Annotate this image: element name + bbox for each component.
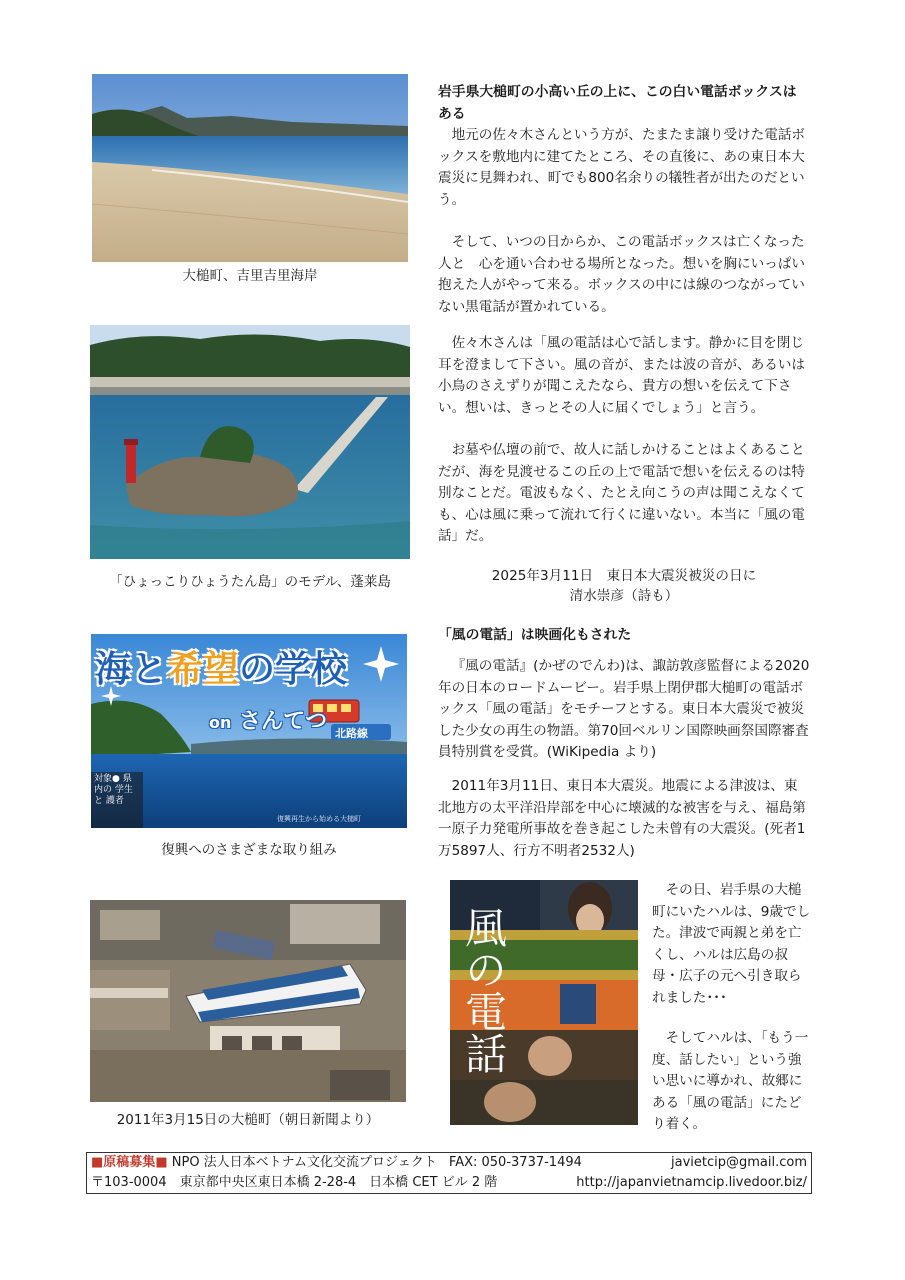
banner-title-b: 希望 — [167, 649, 240, 690]
article2-side-paragraph-2: そしてハルは、「もう一度、話したい」という強い思いに導かれ、故郷にある「風の電話」にたどり着く。 — [652, 1030, 809, 1132]
tsunami-photo — [90, 900, 406, 1102]
poster-title: 風の電話 — [459, 906, 508, 1074]
article2-paragraph-2: 2011年3月11日、東日本大震災。地震による津波は、東北地方の太平洋沿岸部を中心に壊滅的な被害を与え、福島第一原子力発電所事故を巻き起こした未曾有の大震災。(死者1万5897人、行方不明者2532人) — [438, 778, 806, 859]
beach-caption: 大槌町、吉里吉里海岸 — [182, 268, 318, 284]
banner-sub-on: on — [209, 713, 232, 732]
beach-photo — [92, 74, 408, 262]
footer-fax: FAX: 050-3737-1494 — [448, 1155, 582, 1170]
article2-heading: 「風の電話」は映画化もされた — [438, 627, 632, 643]
banner-title — [95, 650, 347, 690]
footer-email[interactable]: javietcip@gmail.com — [671, 1155, 807, 1170]
banner-line-name: 北路線 — [335, 727, 368, 740]
article2-side-paragraph-1: その日、岩手県の大槌町にいたハルは、9歳でした。津波で両親と弟を亡くし、ハルは広島の叔母・広子の元へ引き取られました･･･ — [652, 882, 811, 1006]
article1-paragraph-1: 地元の佐々木さんという方が、たまたま譲り受けた電話ボックスを敷地内に建てたところ、その直後に、あの東日本大震災に見舞われ、町でも800名余りの犠牲者が出たのだという。 — [438, 127, 806, 208]
footer-box: ■原稿募集■ NPO 法人日本ベトナム文化交流プロジェクト FAX: 050-3737-1494 javietcip@gmail.com 〒103-0004 東京都中央区東日本橋 2-28-4 日本橋 CET ビル 2 階 http://japanvietnamcip.livedoor.biz/ — [86, 1152, 812, 1194]
article2-paragraph-1: 『風の電話』(かぜのでんわ)は、諏訪敦彦監督による2020年の日本のロードムービー。岩手県上閉伊郡大槌町の電話ボックス「風の電話」をモチーフとする。東日本大震災で被災した少女の再生の物語。第70回ベルリン国際映画祭国際審査員特別賞を受賞。(WiKipedia より) — [438, 658, 810, 760]
article1-heading: 岩手県大槌町の小高い丘の上に、この白い電話ボックスはある — [438, 84, 797, 122]
footer-url[interactable]: http://japanvietnamcip.livedoor.biz/ — [576, 1175, 807, 1190]
banner-credit: 復興再生から始める大槌町 — [277, 815, 361, 823]
article1-paragraph-4: お墓や仏壇の前で、故人に話しかけることはよくあることだが、海を見渡せるこの丘の上で電話で想いを伝えるのは特別なことだ。電波もなく、たとえ向こうの声は聞こえなくても、心は風に乗って流れて行くに違いない。本当に「風の電話」だ。 — [438, 442, 806, 544]
tsunami-caption: 2011年3月15日の大槌町（朝日新聞より） — [116, 1112, 380, 1128]
banner-photo — [91, 634, 407, 828]
banner-subtitle — [209, 704, 327, 735]
island-caption: 「ひょっこりひょうたん島」のモデル、蓬莱島 — [109, 574, 391, 590]
island-photo — [90, 325, 410, 559]
footer-org: NPO 法人日本ベトナム文化交流プロジェクト — [171, 1155, 437, 1170]
article1-paragraph-3: 佐々木さんは「風の電話は心で話します。静かに目を閉じ耳を澄まして下さい。風の音が、または波の音が、あるいは小鳥のさえずりが聞こえたなら、貴方の想いを伝えて下さい。想いは、きっとその人に届くでしょう」と言う。 — [438, 335, 806, 416]
article1-author: 清水崇彦（詩も） — [569, 588, 679, 604]
banner-title-c: の学校 — [239, 649, 348, 690]
article1-date-line: 2025年3月11日 東日本大震災被災の日に — [491, 568, 757, 584]
banner-sub-name: さんてつ — [239, 709, 328, 734]
article1-paragraph-2: そして、いつの日からか、この電話ボックスは亡くなった人と 心を通い合わせる場所となった。想いを胸にいっぱい抱えた人がやって来る。ボックスの中には線のつながっていない黒電話が置かれている。 — [438, 234, 806, 315]
footer-tag: 原稿募集 — [103, 1155, 156, 1170]
footer-address: 〒103-0004 東京都中央区東日本橋 2-28-4 日本橋 CET ビル 2 階 — [91, 1175, 498, 1190]
banner-caption: 復興へのさまざまな取り組み — [161, 842, 337, 858]
banner-side-text: 対象● 県内の 学生と 護者 — [94, 774, 133, 806]
movie-poster — [450, 880, 638, 1125]
banner-title-a: 海と — [95, 649, 168, 690]
